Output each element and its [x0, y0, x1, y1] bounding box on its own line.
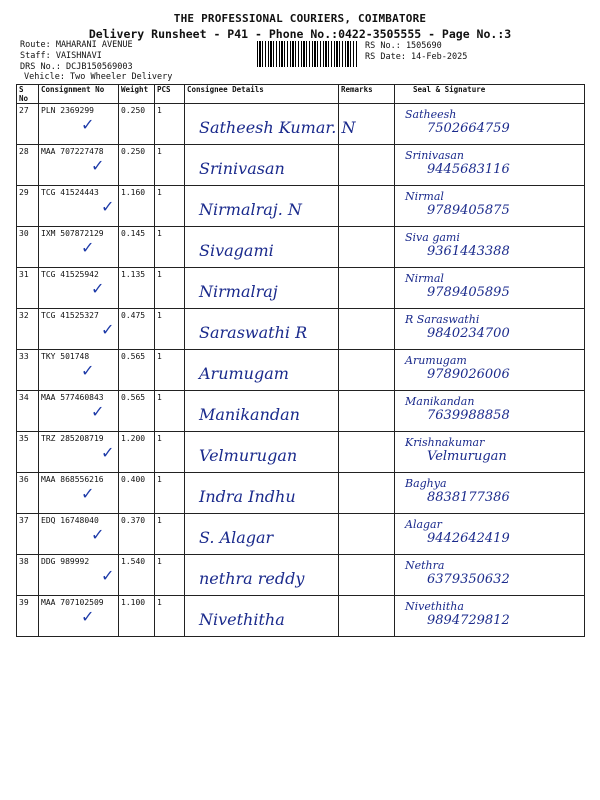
cell-consignee — [185, 514, 339, 555]
row-consignment: EDQ 16748040 — [41, 516, 99, 525]
table-row — [17, 555, 585, 596]
cell-sno — [17, 514, 39, 555]
cell-sno — [17, 309, 39, 350]
consignee-handwriting: S. Alagar — [199, 528, 274, 547]
runsheet-table — [16, 84, 585, 637]
check-mark-icon: ✓ — [81, 115, 95, 134]
check-mark-icon: ✓ — [101, 197, 115, 216]
row-sno: 33 — [19, 352, 29, 361]
cell-signature — [395, 104, 585, 145]
consignee-handwriting: Sivagami — [199, 241, 274, 260]
cell-sno — [17, 186, 39, 227]
row-consignment: IXM 507872129 — [41, 229, 104, 238]
header-consignee: Consignee Details — [185, 85, 339, 104]
cell-sno — [17, 596, 39, 637]
cell-pcs — [155, 268, 185, 309]
row-pcs: 1 — [157, 434, 162, 443]
cell-consignment — [39, 309, 119, 350]
cell-weight — [119, 309, 155, 350]
cell-weight — [119, 104, 155, 145]
check-mark-icon: ✓ — [81, 361, 95, 380]
cell-consignee — [185, 145, 339, 186]
check-mark-icon: ✓ — [81, 607, 95, 626]
cell-pcs — [155, 555, 185, 596]
row-sno: 38 — [19, 557, 29, 566]
cell-weight — [119, 514, 155, 555]
signature-handwriting: Satheesh — [405, 108, 457, 121]
row-weight: 0.370 — [121, 516, 146, 525]
cell-consignment — [39, 104, 119, 145]
phone-handwriting: 9840234700 — [427, 326, 510, 341]
row-consignment: MAA 707227478 — [41, 147, 104, 156]
row-pcs: 1 — [157, 270, 162, 279]
row-weight: 1.200 — [121, 434, 146, 443]
table-row — [17, 514, 585, 555]
cell-consignment — [39, 432, 119, 473]
check-mark-icon: ✓ — [101, 566, 115, 585]
row-pcs: 1 — [157, 188, 162, 197]
consignee-handwriting: Saraswathi R — [199, 323, 308, 342]
cell-pcs — [155, 145, 185, 186]
row-weight: 0.145 — [121, 229, 146, 238]
cell-pcs — [155, 309, 185, 350]
table-row — [17, 473, 585, 514]
rs-number: RS No.: 1505690 — [365, 41, 442, 51]
cell-consignee — [185, 473, 339, 514]
row-weight: 1.135 — [121, 270, 146, 279]
signature-handwriting: Nirmal — [405, 190, 444, 203]
cell-remarks — [339, 432, 395, 473]
cell-signature — [395, 268, 585, 309]
cell-sno — [17, 145, 39, 186]
check-mark-icon: ✓ — [81, 238, 95, 257]
route-label: Route: MAHARANI AVENUE — [20, 40, 133, 50]
row-sno: 27 — [19, 106, 29, 115]
consignee-handwriting: Manikandan — [199, 405, 300, 424]
consignee-handwriting: Velmurugan — [199, 446, 298, 465]
cell-sno — [17, 268, 39, 309]
phone-handwriting: 9789026006 — [427, 367, 510, 382]
signature-handwriting: Arumugam — [405, 354, 467, 367]
row-consignment: TCG 41524443 — [41, 188, 99, 197]
cell-consignee — [185, 391, 339, 432]
row-sno: 30 — [19, 229, 29, 238]
row-sno: 39 — [19, 598, 29, 607]
cell-pcs — [155, 186, 185, 227]
signature-handwriting: Siva gami — [405, 231, 460, 244]
phone-handwriting: Velmurugan — [427, 449, 507, 464]
cell-remarks — [339, 555, 395, 596]
cell-signature — [395, 391, 585, 432]
consignee-handwriting: Nivethitha — [199, 610, 285, 629]
cell-remarks — [339, 514, 395, 555]
consignee-handwriting: Arumugam — [199, 364, 289, 383]
row-weight: 0.400 — [121, 475, 146, 484]
cell-consignment — [39, 391, 119, 432]
cell-signature — [395, 555, 585, 596]
cell-consignment — [39, 596, 119, 637]
cell-remarks — [339, 596, 395, 637]
phone-handwriting: 9361443388 — [427, 244, 510, 259]
table-body — [17, 104, 585, 637]
cell-pcs — [155, 432, 185, 473]
consignee-handwriting: nethra reddy — [199, 569, 305, 588]
cell-remarks — [339, 309, 395, 350]
table-row — [17, 268, 585, 309]
row-weight: 0.565 — [121, 352, 146, 361]
row-weight: 1.100 — [121, 598, 146, 607]
cell-sno — [17, 473, 39, 514]
cell-signature — [395, 473, 585, 514]
cell-pcs — [155, 227, 185, 268]
table-row — [17, 432, 585, 473]
cell-pcs — [155, 350, 185, 391]
cell-consignment — [39, 555, 119, 596]
cell-sno — [17, 432, 39, 473]
cell-weight — [119, 555, 155, 596]
check-mark-icon: ✓ — [91, 279, 105, 298]
cell-pcs — [155, 596, 185, 637]
consignee-handwriting: Nirmalraj. N — [199, 200, 302, 219]
cell-signature — [395, 432, 585, 473]
row-pcs: 1 — [157, 147, 162, 156]
table-row — [17, 145, 585, 186]
cell-consignee — [185, 186, 339, 227]
phone-handwriting: 9445683116 — [427, 162, 510, 177]
row-consignment: PLN 2369299 — [41, 106, 94, 115]
cell-weight — [119, 391, 155, 432]
row-consignment: MAA 707102509 — [41, 598, 104, 607]
row-weight: 1.540 — [121, 557, 146, 566]
cell-consignment — [39, 268, 119, 309]
cell-consignee — [185, 350, 339, 391]
cell-consignee — [185, 596, 339, 637]
cell-consignment — [39, 350, 119, 391]
cell-signature — [395, 514, 585, 555]
row-consignment: DDG 989992 — [41, 557, 90, 566]
cell-weight — [119, 473, 155, 514]
table-row — [17, 104, 585, 145]
cell-weight — [119, 596, 155, 637]
barcode-icon — [257, 41, 357, 67]
cell-signature — [395, 350, 585, 391]
cell-remarks — [339, 145, 395, 186]
header-pcs: PCS — [155, 85, 185, 104]
cell-consignment — [39, 145, 119, 186]
check-mark-icon: ✓ — [101, 443, 115, 462]
cell-weight — [119, 432, 155, 473]
consignee-handwriting: Satheesh Kumar. N — [199, 118, 356, 137]
row-pcs: 1 — [157, 393, 162, 402]
row-weight: 0.250 — [121, 106, 146, 115]
table-row — [17, 391, 585, 432]
phone-handwriting: 9789405875 — [427, 203, 510, 218]
row-consignment: TRZ 285208719 — [41, 434, 104, 443]
cell-remarks — [339, 473, 395, 514]
row-sno: 32 — [19, 311, 29, 320]
row-consignment: TKY 501748 — [41, 352, 90, 361]
row-pcs: 1 — [157, 598, 162, 607]
cell-pcs — [155, 514, 185, 555]
row-sno: 31 — [19, 270, 29, 279]
cell-consignee — [185, 104, 356, 145]
phone-handwriting: 6379350632 — [427, 572, 510, 587]
check-mark-icon: ✓ — [91, 525, 105, 544]
cell-signature — [395, 227, 585, 268]
phone-handwriting: 7502664759 — [427, 121, 510, 136]
cell-remarks — [339, 350, 395, 391]
cell-sno — [17, 227, 39, 268]
consignee-handwriting: Indra Indhu — [199, 487, 296, 506]
signature-handwriting: Srinivasan — [405, 149, 464, 162]
header-seal: Seal & Signature — [395, 85, 585, 104]
cell-consignment — [39, 514, 119, 555]
row-sno: 29 — [19, 188, 29, 197]
row-pcs: 1 — [157, 516, 162, 525]
cell-signature — [395, 145, 585, 186]
cell-pcs — [155, 473, 185, 514]
table-row — [17, 186, 585, 227]
cell-signature — [395, 309, 585, 350]
phone-handwriting: 9894729812 — [427, 613, 510, 628]
runsheet-title: Delivery Runsheet - P41 - Phone No.:0422-3505555 - Page No.:3 — [88, 27, 512, 41]
check-mark-icon: ✓ — [91, 402, 105, 421]
rs-date: RS Date: 14-Feb-2025 — [365, 52, 468, 62]
cell-remarks — [339, 391, 395, 432]
check-mark-icon: ✓ — [81, 484, 95, 503]
signature-handwriting: Nethra — [405, 559, 445, 572]
cell-pcs — [155, 104, 185, 145]
row-pcs: 1 — [157, 557, 162, 566]
phone-handwriting: 9789405895 — [427, 285, 510, 300]
row-sno: 34 — [19, 393, 29, 402]
row-sno: 28 — [19, 147, 29, 156]
cell-sno — [17, 350, 39, 391]
row-sno: 35 — [19, 434, 29, 443]
cell-sno — [17, 391, 39, 432]
cell-consignee — [185, 555, 339, 596]
row-weight: 1.160 — [121, 188, 146, 197]
signature-handwriting: Nivethitha — [405, 600, 464, 613]
signature-handwriting: Krishnakumar — [405, 436, 485, 449]
signature-handwriting: Baghya — [405, 477, 447, 490]
consignee-handwriting: Srinivasan — [199, 159, 285, 178]
cell-consignee — [185, 227, 339, 268]
header-remarks: Remarks — [339, 85, 395, 104]
table-header-row — [17, 85, 585, 104]
cell-consignment — [39, 227, 119, 268]
row-weight: 0.475 — [121, 311, 146, 320]
phone-handwriting: 8838177386 — [427, 490, 510, 505]
row-consignment: MAA 868556216 — [41, 475, 104, 484]
check-mark-icon: ✓ — [91, 156, 105, 175]
vehicle-label: Vehicle: Two Wheeler Delivery — [24, 72, 173, 82]
cell-consignment — [39, 186, 119, 227]
signature-handwriting: Manikandan — [405, 395, 475, 408]
cell-remarks — [339, 186, 395, 227]
header-sno: S No — [17, 85, 39, 104]
table-row — [17, 309, 585, 350]
row-sno: 36 — [19, 475, 29, 484]
signature-handwriting: R Saraswathi — [405, 313, 480, 326]
row-pcs: 1 — [157, 311, 162, 320]
cell-consignee — [185, 432, 339, 473]
row-sno: 37 — [19, 516, 29, 525]
table-row — [17, 227, 585, 268]
cell-weight — [119, 186, 155, 227]
row-weight: 0.250 — [121, 147, 146, 156]
row-consignment: TCG 41525942 — [41, 270, 99, 279]
cell-signature — [395, 186, 585, 227]
row-weight: 0.565 — [121, 393, 146, 402]
cell-weight — [119, 227, 155, 268]
cell-signature — [395, 596, 585, 637]
staff-label: Staff: VAISHNAVI — [20, 51, 102, 61]
cell-weight — [119, 350, 155, 391]
drs-label: DRS No.: DCJB150569003 — [20, 62, 133, 72]
cell-remarks — [339, 227, 395, 268]
company-title: THE PROFESSIONAL COURIERS, COIMBATORE — [173, 12, 427, 25]
cell-consignee — [185, 268, 339, 309]
cell-weight — [119, 145, 155, 186]
consignee-handwriting: Nirmalraj — [199, 282, 278, 301]
cell-remarks — [339, 268, 395, 309]
phone-handwriting: 9442642419 — [427, 531, 510, 546]
row-pcs: 1 — [157, 106, 162, 115]
check-mark-icon: ✓ — [101, 320, 115, 339]
row-pcs: 1 — [157, 229, 162, 238]
phone-handwriting: 7639988858 — [427, 408, 510, 423]
header-consignment: Consignment No — [39, 85, 119, 104]
cell-pcs — [155, 391, 185, 432]
row-consignment: TCG 41525327 — [41, 311, 99, 320]
table-row — [17, 350, 585, 391]
table-row — [17, 596, 585, 637]
cell-consignee — [185, 309, 339, 350]
row-pcs: 1 — [157, 352, 162, 361]
row-consignment: MAA 577460843 — [41, 393, 104, 402]
cell-consignment — [39, 473, 119, 514]
cell-sno — [17, 555, 39, 596]
cell-sno — [17, 104, 39, 145]
row-pcs: 1 — [157, 475, 162, 484]
cell-weight — [119, 268, 155, 309]
header-weight: Weight — [119, 85, 155, 104]
signature-handwriting: Alagar — [405, 518, 442, 531]
signature-handwriting: Nirmal — [405, 272, 444, 285]
